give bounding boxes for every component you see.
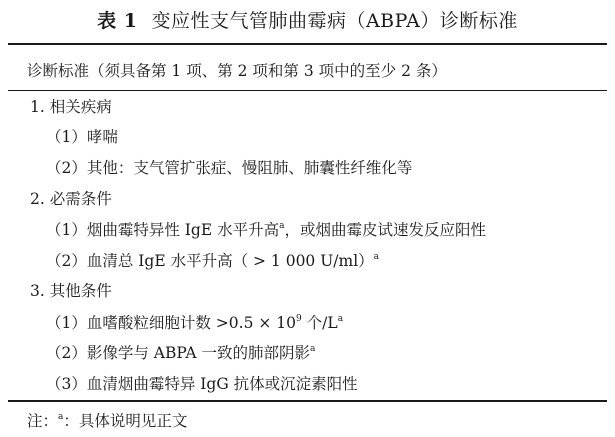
item-text: （3）血清烟曲霉特异 IgG 抗体或沉淀素阳性: [46, 375, 358, 393]
exponent: 9: [296, 313, 302, 324]
section-heading: 2. 必需条件: [30, 190, 112, 208]
criteria-item: [46, 219, 486, 241]
table-note: [27, 410, 187, 432]
table-label: 表 1: [97, 10, 138, 32]
item-text-cont: 个/L: [301, 314, 338, 332]
section-heading: 1. 相关疾病: [30, 98, 112, 116]
table-caption: [0, 6, 615, 36]
criteria-item: [46, 157, 412, 179]
criteria-item: [46, 373, 358, 395]
header-rule: [8, 90, 607, 91]
table-header: 诊断标准（须具备第 1 项、第 2 项和第 3 项中的至少 2 条）: [27, 62, 447, 80]
table-title: 变应性支气管肺曲霉病（ABPA）诊断标准: [151, 10, 518, 32]
footnote-marker: a: [310, 343, 316, 354]
note-text: ：具体说明见正文: [63, 412, 188, 430]
item-text: （2）血清总 IgE 水平升高（ > 1 000 U/ml）: [46, 252, 374, 270]
top-rule: [8, 43, 607, 45]
footnote-marker: a: [373, 251, 380, 262]
criteria-item: [46, 342, 315, 364]
criteria-item: [46, 126, 118, 148]
item-text: （1）烟曲霉特异性 IgE 水平升高: [46, 221, 280, 239]
bottom-rule: [8, 400, 607, 402]
footnote-marker: a: [337, 313, 344, 324]
item-text: （2）其他：支气管扩张症、慢阻肺、肺囊性纤维化等: [46, 159, 413, 177]
item-text: （1）血嗜酸粒细胞计数 >0.5 × 10: [46, 314, 296, 332]
item-text: （2）影像学与 ABPA 一致的肺部阴影: [46, 344, 311, 362]
footnote-marker: a: [279, 220, 285, 231]
item-text: （1）哮喘: [46, 128, 118, 146]
item-text-cont: ，或烟曲霉皮试速发反应阳性: [284, 221, 486, 239]
note-prefix: 注：: [27, 412, 59, 430]
criteria-item: [46, 250, 379, 272]
section-heading: 3. 其他条件: [30, 282, 112, 300]
criteria-item: [46, 312, 343, 334]
footnote-marker: a: [58, 411, 64, 422]
